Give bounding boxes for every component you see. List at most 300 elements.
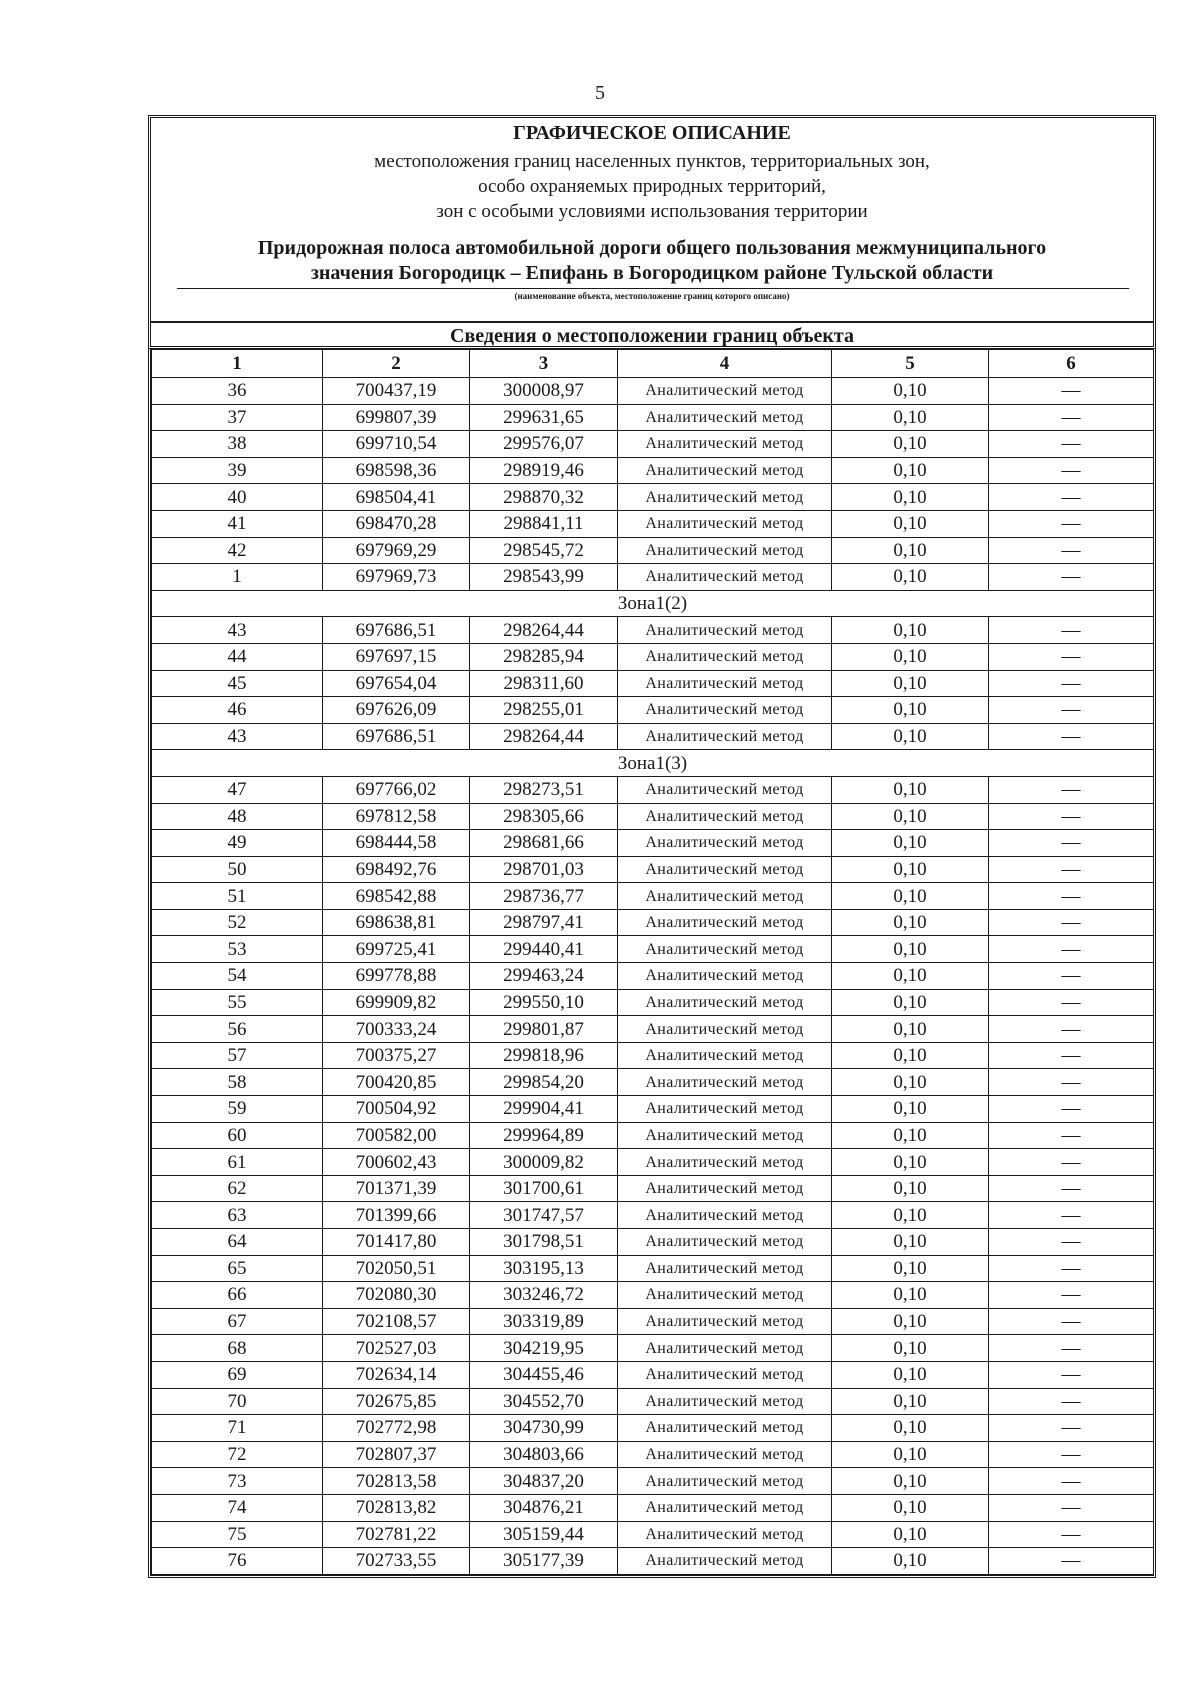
x-coordinate: 699807,39 (323, 404, 470, 431)
zone-row (152, 750, 1154, 777)
y-coordinate: 304219,95 (470, 1335, 618, 1362)
accuracy: 0,10 (832, 1468, 989, 1495)
table-row (152, 723, 1154, 750)
y-coordinate: 298255,01 (470, 697, 618, 724)
accuracy: 0,10 (832, 1361, 989, 1388)
x-coordinate: 697812,58 (323, 803, 470, 830)
x-coordinate: 702527,03 (323, 1335, 470, 1362)
point-number: 58 (152, 1069, 323, 1096)
x-coordinate: 702634,14 (323, 1361, 470, 1388)
table-row (152, 1415, 1154, 1442)
table-row (152, 1361, 1154, 1388)
zone-label: Зона1(3) (152, 750, 1154, 777)
point-number: 66 (152, 1282, 323, 1309)
x-coordinate: 702781,22 (323, 1521, 470, 1548)
accuracy: 0,10 (832, 803, 989, 830)
method: Аналитический метод (618, 1494, 832, 1521)
description: — (989, 1016, 1154, 1043)
x-coordinate: 698492,76 (323, 856, 470, 883)
method: Аналитический метод (618, 1468, 832, 1495)
description: — (989, 457, 1154, 484)
description: — (989, 378, 1154, 405)
accuracy: 0,10 (832, 1282, 989, 1309)
description: — (989, 1202, 1154, 1229)
point-number: 70 (152, 1388, 323, 1415)
description: — (989, 1042, 1154, 1069)
y-coordinate: 298543,99 (470, 564, 618, 591)
x-coordinate: 697626,09 (323, 697, 470, 724)
y-coordinate: 298870,32 (470, 484, 618, 511)
method: Аналитический метод (618, 776, 832, 803)
accuracy: 0,10 (832, 1229, 989, 1256)
method: Аналитический метод (618, 537, 832, 564)
point-number: 55 (152, 989, 323, 1016)
y-coordinate: 298264,44 (470, 617, 618, 644)
method: Аналитический метод (618, 1335, 832, 1362)
table-row (152, 776, 1154, 803)
method: Аналитический метод (618, 1415, 832, 1442)
table-row (152, 1096, 1154, 1123)
table-row (152, 1175, 1154, 1202)
method: Аналитический метод (618, 1122, 832, 1149)
point-number: 57 (152, 1042, 323, 1069)
point-number: 59 (152, 1096, 323, 1123)
coordinates-table (151, 349, 1154, 1575)
accuracy: 0,10 (832, 1494, 989, 1521)
x-coordinate: 699710,54 (323, 431, 470, 458)
accuracy: 0,10 (832, 1016, 989, 1043)
point-number: 68 (152, 1335, 323, 1362)
description: — (989, 1521, 1154, 1548)
table-row (152, 1149, 1154, 1176)
description: — (989, 776, 1154, 803)
point-number: 69 (152, 1361, 323, 1388)
description: — (989, 1361, 1154, 1388)
description: — (989, 643, 1154, 670)
y-coordinate: 301747,57 (470, 1202, 618, 1229)
y-coordinate: 299904,41 (470, 1096, 618, 1123)
point-number: 51 (152, 883, 323, 910)
accuracy: 0,10 (832, 723, 989, 750)
accuracy: 0,10 (832, 1122, 989, 1149)
table-row (152, 1441, 1154, 1468)
point-number: 40 (152, 484, 323, 511)
table-row (152, 936, 1154, 963)
x-coordinate: 701399,66 (323, 1202, 470, 1229)
point-number: 49 (152, 830, 323, 857)
x-coordinate: 698470,28 (323, 510, 470, 537)
accuracy: 0,10 (832, 1175, 989, 1202)
column-header: 5 (832, 350, 989, 378)
description: — (989, 1229, 1154, 1256)
table-row (152, 431, 1154, 458)
method: Аналитический метод (618, 723, 832, 750)
y-coordinate: 298264,44 (470, 723, 618, 750)
method: Аналитический метод (618, 1069, 832, 1096)
accuracy: 0,10 (832, 484, 989, 511)
method: Аналитический метод (618, 1096, 832, 1123)
table-header-row (152, 350, 1154, 378)
table-row (152, 1335, 1154, 1362)
description: — (989, 856, 1154, 883)
point-number: 43 (152, 617, 323, 644)
description: — (989, 909, 1154, 936)
y-coordinate: 304455,46 (470, 1361, 618, 1388)
method: Аналитический метод (618, 1042, 832, 1069)
accuracy: 0,10 (832, 989, 989, 1016)
y-coordinate: 298797,41 (470, 909, 618, 936)
x-coordinate: 699909,82 (323, 989, 470, 1016)
coordinates-table-wrapper (148, 349, 1156, 1578)
method: Аналитический метод (618, 404, 832, 431)
accuracy: 0,10 (832, 963, 989, 990)
point-number: 76 (152, 1548, 323, 1575)
table-row (152, 1069, 1154, 1096)
accuracy: 0,10 (832, 697, 989, 724)
description: — (989, 484, 1154, 511)
point-number: 56 (152, 1016, 323, 1043)
point-number: 43 (152, 723, 323, 750)
table-row (152, 564, 1154, 591)
y-coordinate: 298545,72 (470, 537, 618, 564)
table-row (152, 1494, 1154, 1521)
table-row (152, 1468, 1154, 1495)
accuracy: 0,10 (832, 1149, 989, 1176)
x-coordinate: 697697,15 (323, 643, 470, 670)
method: Аналитический метод (618, 883, 832, 910)
table-row (152, 510, 1154, 537)
y-coordinate: 299801,87 (470, 1016, 618, 1043)
description: — (989, 564, 1154, 591)
x-coordinate: 702807,37 (323, 1441, 470, 1468)
x-coordinate: 702108,57 (323, 1308, 470, 1335)
x-coordinate: 700420,85 (323, 1069, 470, 1096)
method: Аналитический метод (618, 1282, 832, 1309)
y-coordinate: 303319,89 (470, 1308, 618, 1335)
description: — (989, 1308, 1154, 1335)
table-row (152, 830, 1154, 857)
description: — (989, 1122, 1154, 1149)
accuracy: 0,10 (832, 1388, 989, 1415)
zone-row (152, 590, 1154, 617)
table-row (152, 537, 1154, 564)
table-row (152, 617, 1154, 644)
accuracy: 0,10 (832, 564, 989, 591)
accuracy: 0,10 (832, 1255, 989, 1282)
x-coordinate: 699725,41 (323, 936, 470, 963)
method: Аналитический метод (618, 989, 832, 1016)
description: — (989, 1096, 1154, 1123)
accuracy: 0,10 (832, 404, 989, 431)
accuracy: 0,10 (832, 510, 989, 537)
method: Аналитический метод (618, 457, 832, 484)
accuracy: 0,10 (832, 1308, 989, 1335)
zone-label: Зона1(2) (152, 590, 1154, 617)
point-number: 67 (152, 1308, 323, 1335)
method: Аналитический метод (618, 1308, 832, 1335)
description: — (989, 1175, 1154, 1202)
method: Аналитический метод (618, 617, 832, 644)
x-coordinate: 702080,30 (323, 1282, 470, 1309)
x-coordinate: 702050,51 (323, 1255, 470, 1282)
method: Аналитический метод (618, 643, 832, 670)
point-number: 41 (152, 510, 323, 537)
point-number: 61 (152, 1149, 323, 1176)
description: — (989, 1415, 1154, 1442)
table-row (152, 883, 1154, 910)
y-coordinate: 301700,61 (470, 1175, 618, 1202)
x-coordinate: 697969,73 (323, 564, 470, 591)
x-coordinate: 697654,04 (323, 670, 470, 697)
point-number: 45 (152, 670, 323, 697)
x-coordinate: 702733,55 (323, 1548, 470, 1575)
object-name-underline (177, 288, 1129, 289)
y-coordinate: 298736,77 (470, 883, 618, 910)
y-coordinate: 299440,41 (470, 936, 618, 963)
description: — (989, 830, 1154, 857)
description: — (989, 1255, 1154, 1282)
accuracy: 0,10 (832, 1521, 989, 1548)
y-coordinate: 300008,97 (470, 378, 618, 405)
y-coordinate: 299463,24 (470, 963, 618, 990)
y-coordinate: 299818,96 (470, 1042, 618, 1069)
y-coordinate: 305177,39 (470, 1548, 618, 1575)
x-coordinate: 698444,58 (323, 830, 470, 857)
table-row (152, 697, 1154, 724)
point-number: 53 (152, 936, 323, 963)
y-coordinate: 299964,89 (470, 1122, 618, 1149)
point-number: 47 (152, 776, 323, 803)
method: Аналитический метод (618, 1521, 832, 1548)
table-row (152, 1202, 1154, 1229)
point-number: 63 (152, 1202, 323, 1229)
description: — (989, 617, 1154, 644)
point-number: 46 (152, 697, 323, 724)
method: Аналитический метод (618, 803, 832, 830)
description: — (989, 1149, 1154, 1176)
accuracy: 0,10 (832, 378, 989, 405)
method: Аналитический метод (618, 1149, 832, 1176)
description: — (989, 1441, 1154, 1468)
method: Аналитический метод (618, 431, 832, 458)
point-number: 38 (152, 431, 323, 458)
section-title: Сведения о местоположении границ объекта (450, 325, 854, 347)
subtitle-line: местоположения границ населенных пунктов, территориальных зон, (374, 151, 930, 172)
x-coordinate: 698542,88 (323, 883, 470, 910)
method: Аналитический метод (618, 1229, 832, 1256)
table-row (152, 1016, 1154, 1043)
point-number: 72 (152, 1441, 323, 1468)
accuracy: 0,10 (832, 537, 989, 564)
description: — (989, 1069, 1154, 1096)
method: Аналитический метод (618, 856, 832, 883)
method: Аналитический метод (618, 670, 832, 697)
x-coordinate: 700582,00 (323, 1122, 470, 1149)
x-coordinate: 697686,51 (323, 617, 470, 644)
description: — (989, 537, 1154, 564)
y-coordinate: 298681,66 (470, 830, 618, 857)
description: — (989, 1388, 1154, 1415)
x-coordinate: 700375,27 (323, 1042, 470, 1069)
point-number: 37 (152, 404, 323, 431)
x-coordinate: 702675,85 (323, 1388, 470, 1415)
column-header: 2 (323, 350, 470, 378)
method: Аналитический метод (618, 963, 832, 990)
description: — (989, 1494, 1154, 1521)
method: Аналитический метод (618, 909, 832, 936)
y-coordinate: 299854,20 (470, 1069, 618, 1096)
accuracy: 0,10 (832, 936, 989, 963)
description: — (989, 404, 1154, 431)
description: — (989, 431, 1154, 458)
table-row (152, 963, 1154, 990)
x-coordinate: 697766,02 (323, 776, 470, 803)
object-name-line: Придорожная полоса автомобильной дороги общего пользования межмуниципального (257, 237, 1047, 259)
y-coordinate: 298919,46 (470, 457, 618, 484)
table-row (152, 484, 1154, 511)
description: — (989, 963, 1154, 990)
method: Аналитический метод (618, 1255, 832, 1282)
table-row (152, 909, 1154, 936)
accuracy: 0,10 (832, 856, 989, 883)
x-coordinate: 698504,41 (323, 484, 470, 511)
document-header (148, 115, 1156, 349)
point-number: 75 (152, 1521, 323, 1548)
table-row (152, 378, 1154, 405)
accuracy: 0,10 (832, 617, 989, 644)
y-coordinate: 304552,70 (470, 1388, 618, 1415)
y-coordinate: 299550,10 (470, 989, 618, 1016)
point-number: 50 (152, 856, 323, 883)
x-coordinate: 699778,88 (323, 963, 470, 990)
method: Аналитический метод (618, 830, 832, 857)
y-coordinate: 304730,99 (470, 1415, 618, 1442)
accuracy: 0,10 (832, 457, 989, 484)
description: — (989, 803, 1154, 830)
description: — (989, 723, 1154, 750)
y-coordinate: 299631,65 (470, 404, 618, 431)
accuracy: 0,10 (832, 1548, 989, 1575)
y-coordinate: 298273,51 (470, 776, 618, 803)
point-number: 60 (152, 1122, 323, 1149)
method: Аналитический метод (618, 1548, 832, 1575)
point-number: 42 (152, 537, 323, 564)
description: — (989, 989, 1154, 1016)
description: — (989, 510, 1154, 537)
y-coordinate: 300009,82 (470, 1149, 618, 1176)
point-number: 73 (152, 1468, 323, 1495)
table-row (152, 1255, 1154, 1282)
table-row (152, 643, 1154, 670)
table-row (152, 1122, 1154, 1149)
accuracy: 0,10 (832, 830, 989, 857)
method: Аналитический метод (618, 697, 832, 724)
y-coordinate: 303246,72 (470, 1282, 618, 1309)
method: Аналитический метод (618, 936, 832, 963)
point-number: 71 (152, 1415, 323, 1442)
point-number: 39 (152, 457, 323, 484)
method: Аналитический метод (618, 1441, 832, 1468)
y-coordinate: 304876,21 (470, 1494, 618, 1521)
point-number: 65 (152, 1255, 323, 1282)
point-number: 52 (152, 909, 323, 936)
y-coordinate: 303195,13 (470, 1255, 618, 1282)
document-title: ГРАФИЧЕСКОЕ ОПИСАНИЕ (513, 122, 791, 144)
point-number: 62 (152, 1175, 323, 1202)
description: — (989, 883, 1154, 910)
x-coordinate: 700504,92 (323, 1096, 470, 1123)
table-row (152, 856, 1154, 883)
subtitle-line: особо охраняемых природных территорий, (478, 176, 826, 197)
y-coordinate: 298841,11 (470, 510, 618, 537)
description: — (989, 936, 1154, 963)
method: Аналитический метод (618, 1175, 832, 1202)
y-coordinate: 305159,44 (470, 1521, 618, 1548)
accuracy: 0,10 (832, 883, 989, 910)
x-coordinate: 698598,36 (323, 457, 470, 484)
object-name-line: значения Богородицк – Епифань в Богородицком районе Тульской области (310, 262, 994, 284)
x-coordinate: 702772,98 (323, 1415, 470, 1442)
accuracy: 0,10 (832, 670, 989, 697)
x-coordinate: 700602,43 (323, 1149, 470, 1176)
table-row (152, 1388, 1154, 1415)
table-row (152, 670, 1154, 697)
y-coordinate: 299576,07 (470, 431, 618, 458)
x-coordinate: 697686,51 (323, 723, 470, 750)
point-number: 74 (152, 1494, 323, 1521)
point-number: 64 (152, 1229, 323, 1256)
x-coordinate: 698638,81 (323, 909, 470, 936)
column-header: 3 (470, 350, 618, 378)
point-number: 44 (152, 643, 323, 670)
accuracy: 0,10 (832, 1042, 989, 1069)
x-coordinate: 701417,80 (323, 1229, 470, 1256)
table-row (152, 1229, 1154, 1256)
point-number: 1 (152, 564, 323, 591)
y-coordinate: 298305,66 (470, 803, 618, 830)
accuracy: 0,10 (832, 1202, 989, 1229)
accuracy: 0,10 (832, 1415, 989, 1442)
method: Аналитический метод (618, 378, 832, 405)
description: — (989, 1282, 1154, 1309)
y-coordinate: 298701,03 (470, 856, 618, 883)
y-coordinate: 304803,66 (470, 1441, 618, 1468)
method: Аналитический метод (618, 1361, 832, 1388)
description: — (989, 697, 1154, 724)
accuracy: 0,10 (832, 1096, 989, 1123)
x-coordinate: 702813,58 (323, 1468, 470, 1495)
method: Аналитический метод (618, 1388, 832, 1415)
y-coordinate: 298311,60 (470, 670, 618, 697)
column-header: 6 (989, 350, 1154, 378)
y-coordinate: 304837,20 (470, 1468, 618, 1495)
method: Аналитический метод (618, 1016, 832, 1043)
subtitle-line: зон с особыми условиями использования территории (436, 201, 868, 222)
table-row (152, 1521, 1154, 1548)
accuracy: 0,10 (832, 1441, 989, 1468)
table-row (152, 1308, 1154, 1335)
method: Аналитический метод (618, 510, 832, 537)
method: Аналитический метод (618, 1202, 832, 1229)
point-number: 36 (152, 378, 323, 405)
section-divider (151, 321, 1153, 323)
accuracy: 0,10 (832, 776, 989, 803)
point-number: 54 (152, 963, 323, 990)
accuracy: 0,10 (832, 643, 989, 670)
description: — (989, 1548, 1154, 1575)
description: — (989, 670, 1154, 697)
table-row (152, 1042, 1154, 1069)
